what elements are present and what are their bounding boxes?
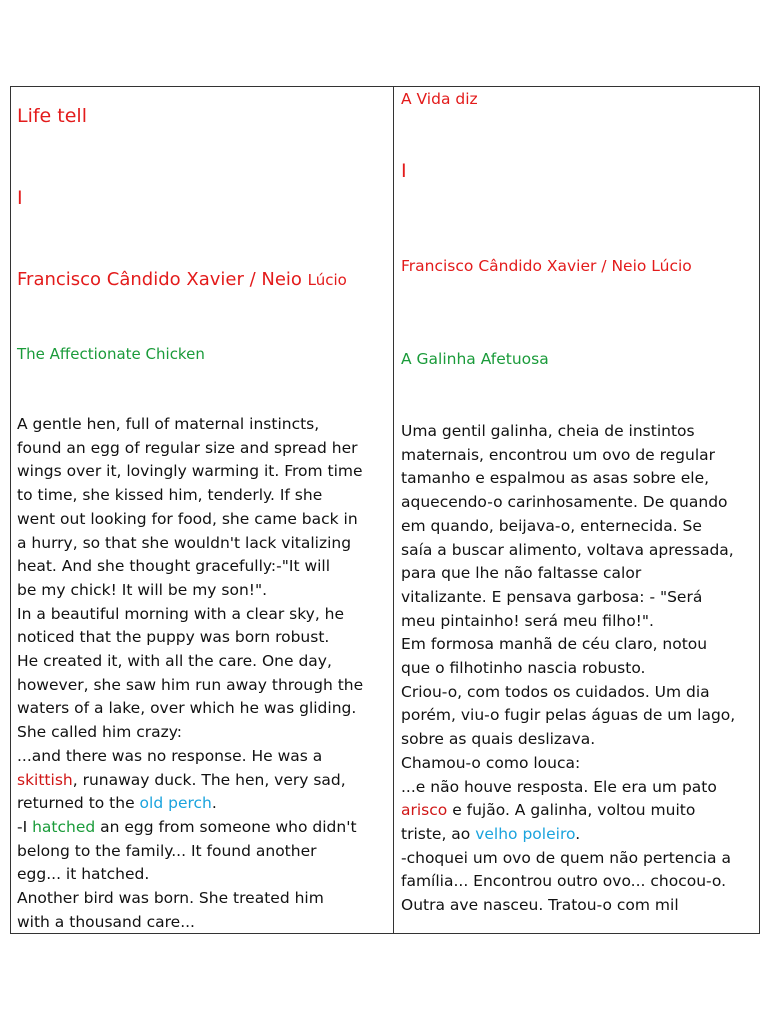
body-line: porém, viu-o fugir pelas águas de um lago, [401,706,736,725]
body-line: maternais, encontrou um ovo de regular [401,445,716,464]
body-line: A gentle hen, full of maternal instincts, [17,415,320,433]
authors-main: Francisco Cândido Xavier / Neio [17,269,302,290]
body-line: aquecendo-o carinhosamente. De quando [401,493,728,512]
body-line: be my chick! It will be my son!". [17,580,268,599]
book-title-pt: A Vida diz [401,90,478,108]
chapter-title-pt: A Galinha Afetuosa [401,350,549,368]
line-text: an egg from someone who didn't [95,817,357,836]
highlight-word-blue: old perch [139,794,212,813]
body-line: -choquei um ovo de quem não pertencia a [401,848,731,867]
body-line [17,792,363,816]
body-line: She called him crazy: [17,723,183,742]
column-divider [393,87,394,933]
body-line: waters of a lake, over which he was gliding. [17,699,357,718]
highlight-word-green: hatched [32,817,96,836]
authors [17,269,347,290]
body-line: Criou-o, com todos os cuidados. Um dia [401,682,710,701]
body-line [401,799,735,823]
body-line: para que lhe não faltasse calor [401,564,642,583]
line-text: -I [17,817,33,836]
line-text: . [211,794,217,813]
bilingual-table [10,86,760,934]
body-line: Another bird was born. She treated him [17,889,324,908]
body-line: wings over it, lovingly warming it. From time [17,462,363,481]
body-line: with a thousand care... [17,912,195,931]
line-text: returned to the [17,794,140,813]
body-line [17,816,363,840]
chapter-numeral: I [17,187,23,209]
body-line: Em formosa manhã de céu claro, notou [401,635,708,654]
body-line [401,823,735,847]
body-line: saía a buscar alimento, voltava apressada, [401,540,734,559]
body-line: ...e não houve resposta. Ele era um pato [401,777,717,796]
english-column [17,87,389,933]
line-text: triste, ao [401,824,476,843]
body-line: a hurry, so that she wouldn't lack vitalizing [17,533,352,552]
body-line: sobre as quais deslizava. [401,730,596,749]
book-title: Life tell [17,105,87,127]
body-line: however, she saw him run away through the [17,675,364,694]
body-line: to time, she kissed him, tenderly. If she [17,486,323,505]
chapter-title: The Affectionate Chicken [17,345,205,363]
line-text: . [575,824,581,843]
body-line: meu pintainho! será meu filho!". [401,611,654,630]
body-line [17,769,363,793]
portuguese-column [401,87,757,933]
body-line: em quando, beijava-o, enternecida. Se [401,516,702,535]
line-text: e fujão. A galinha, voltou muito [447,801,696,820]
authors-tail: Lúcio [307,271,347,289]
body-line: found an egg of regular size and spread her [17,438,358,457]
highlight-word-blue: velho poleiro [475,824,576,843]
body-line: In a beautiful morning with a clear sky, he [17,604,345,623]
body-line: egg... it hatched. [17,865,150,884]
body-line: Uma gentil galinha, cheia de instintos [401,422,695,440]
body-line: tamanho e espalmou as asas sobre ele, [401,469,710,488]
body-line: vitalizante. E pensava garbosa: - "Será [401,587,703,606]
chapter-numeral-pt: I [401,160,407,182]
body-line: Chamou-o como louca: [401,753,581,772]
body-line: que o filhotinho nascia robusto. [401,659,646,678]
body-line: Outra ave nasceu. Tratou-o com mil [401,896,679,915]
authors-pt: Francisco Cândido Xavier / Neio Lúcio [401,257,692,275]
portuguese-body [401,420,735,918]
body-line: ...and there was no response. He was a [17,746,323,765]
body-line: noticed that the puppy was born robust. [17,628,330,647]
body-line: went out looking for food, she came back in [17,509,358,528]
body-line: belong to the family... It found another [17,841,317,860]
line-text: , runaway duck. The hen, very sad, [72,770,346,789]
body-line: família... Encontrou outro ovo... chocou-o. [401,872,727,891]
highlight-word-red: skittish [17,770,73,789]
english-body [17,413,363,934]
body-line: heat. And she thought gracefully:-"It will [17,557,331,576]
highlight-word-red: arisco [401,801,448,820]
body-line: He created it, with all the care. One day, [17,652,332,671]
